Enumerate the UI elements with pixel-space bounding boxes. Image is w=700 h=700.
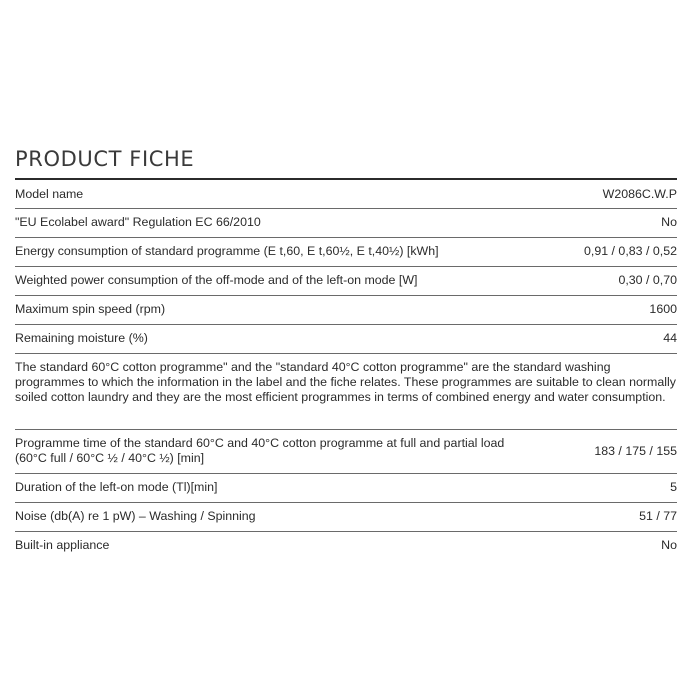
page-title: PRODUCT FICHE [15,144,677,180]
row-ecolabel [15,209,677,238]
row-remaining-moisture [15,325,677,354]
row-power-consumption [15,267,677,296]
row-label: Weighted power consumption of the off-mode and of the left-on mode [W] [15,273,418,287]
row-label: Energy consumption of standard programme (E t,60, E t,60½, E t,40½) [kWh] [15,244,439,258]
row-value: W2086C.W.P [602,187,677,201]
row-value: 5 [670,480,677,494]
row-value: 0,91 / 0,83 / 0,52 [583,244,677,258]
row-programme-time [15,430,677,474]
row-label: Duration of the left-on mode (Tl)[min] [15,480,218,494]
row-value: 0,30 / 0,70 [618,273,677,287]
row-label: Noise (db(A) re 1 pW) – Washing / Spinning [15,509,256,523]
standard-programme-note: The standard 60°C cotton programme" and the "standard 40°C cotton programme" are the standard washing programmes to which the information in the label and the fiche relates. These programmes are suitable to clean normally soiled cotton laundry and they are the most efficient programmes in terms of combined energy and water consumption. [15,354,677,430]
row-label: "EU Ecolabel award" Regulation EC 66/2010 [15,215,261,229]
row-label: Remaining moisture (%) [15,331,148,345]
row-value: 51 / 77 [639,509,677,523]
row-value: 183 / 175 / 155 [594,444,677,458]
row-energy-consumption [15,238,677,267]
row-label: Maximum spin speed (rpm) [15,302,166,316]
row-value: 1600 [649,302,677,316]
row-value: No [661,538,677,552]
row-model-name [15,180,677,209]
row-label: Model name [15,187,84,201]
row-label: Programme time of the standard 60°C and 40°C cotton programme at full and partial load (60°C full / 60°C ½ / 40°C ½) [min] [15,436,505,465]
row-label: Built-in appliance [15,538,110,552]
row-spin-speed [15,296,677,325]
product-fiche [15,144,677,561]
row-value: 44 [663,331,677,345]
row-built-in [15,532,677,561]
row-value: No [661,215,677,229]
row-left-on-duration [15,474,677,503]
row-noise [15,503,677,532]
